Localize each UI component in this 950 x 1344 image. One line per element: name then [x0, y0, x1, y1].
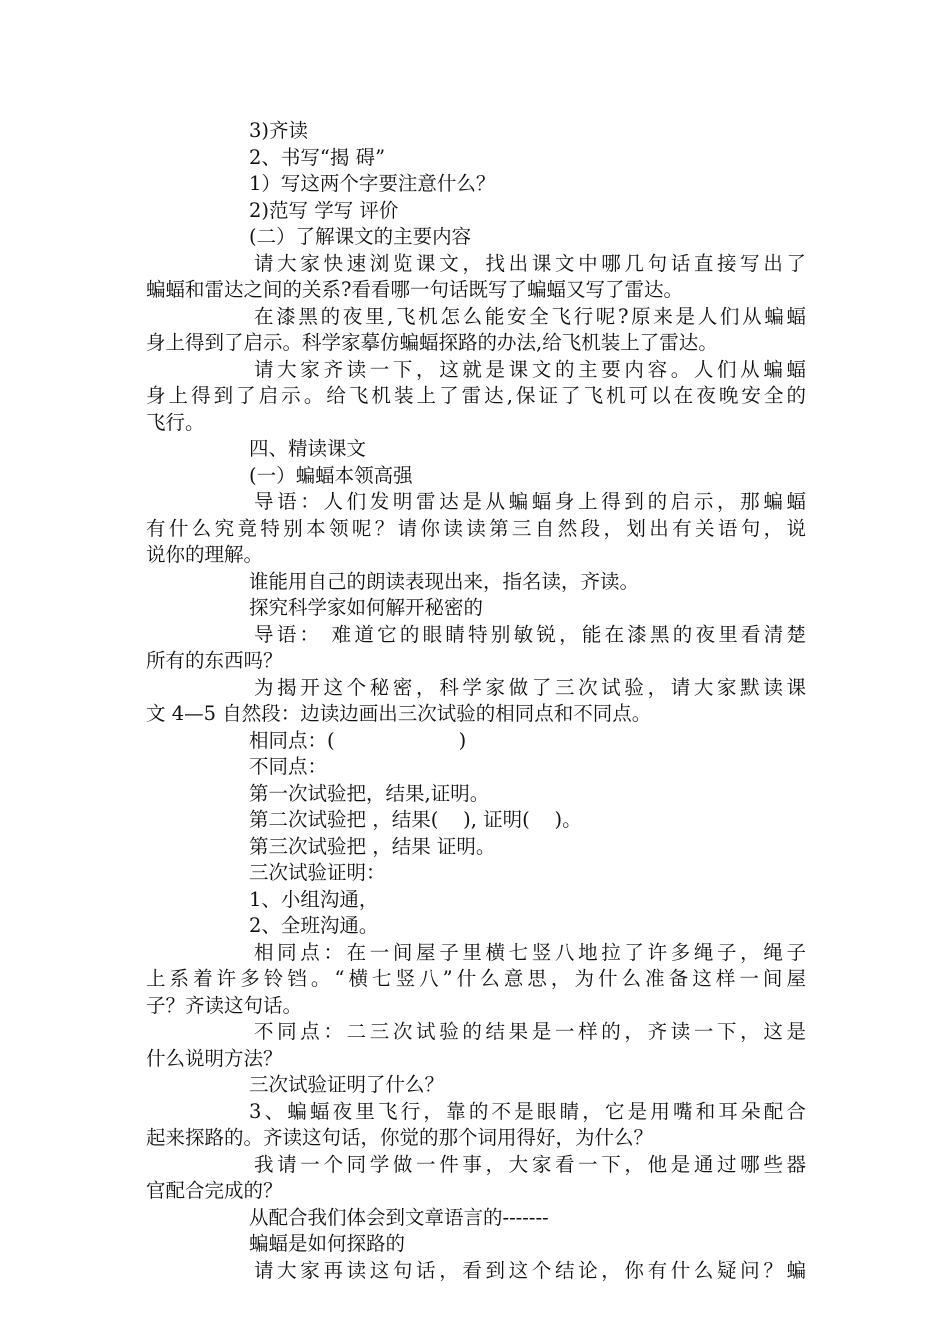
- text-line: 三次试验证明：: [249, 861, 386, 884]
- text-line: 请大家再读这句话，看到这个结论，你有什么疑问？蝙: [254, 1258, 806, 1282]
- text-line: 不同点：: [249, 755, 328, 778]
- text-line: 第三次试验把 ，结果 证明。: [249, 834, 496, 858]
- text-line: 不同点：二三次试验的结果是一样的，齐读一下，这是: [254, 1020, 806, 1043]
- text-line: 从配合我们体会到文章语言的-------: [249, 1205, 549, 1229]
- text-line: 2)范写 学写 评价: [249, 198, 399, 222]
- text-line: 3)齐读: [249, 119, 309, 142]
- document-body: [146, 118, 806, 1284]
- text-line: (二）了解课文的主要内容: [249, 225, 472, 248]
- text-line: 导语：人们发明雷达是从蝙蝠身上得到的启示，那蝙蝠: [254, 490, 806, 513]
- text-line: 有什么究竟特别本领呢？请你读读第三自然段，划出有关语句，说: [146, 516, 806, 540]
- text-line: 探究科学家如何解开秘密的: [249, 596, 484, 619]
- text-line: 文 4—5 自然段：边读边画出三次试验的相同点和不同点。: [146, 702, 652, 725]
- text-line: 身上得到了启示。科学家摹仿蝙蝠探路的办法,给飞机装上了雷达。: [146, 331, 718, 354]
- text-line: 第二次试验把 ，结果( ), 证明( )。: [249, 808, 582, 831]
- text-line: 所有的东西吗？: [146, 649, 283, 672]
- text-line: 相同点：在一间屋子里横七竖八地拉了许多绳子，绳子: [254, 940, 806, 964]
- text-line: 导语： 难道它的眼睛特别敏锐，能在漆黑的夜里看清楚: [254, 622, 806, 646]
- text-line: 上系着许多铃铛。“横七竖八”什么意思，为什么准备这样一间屋: [146, 967, 806, 990]
- text-line: 身上得到了启示。给飞机装上了雷达,保证了飞机可以在夜晚安全的: [146, 384, 806, 407]
- text-line: 请大家快速浏览课文，找出课文中哪几句话直接写出了: [254, 251, 806, 275]
- text-line: 起来探路的。齐读这句话，你觉的那个词用得好，为什么？: [146, 1126, 654, 1149]
- text-line: 飞行。: [146, 410, 205, 434]
- text-line: 什么说明方法？: [146, 1046, 283, 1070]
- text-line: 第一次试验把，结果,证明。: [249, 781, 490, 805]
- text-line: 1、小组沟通，: [249, 887, 379, 911]
- text-line: 2、全班沟通。: [249, 914, 379, 937]
- text-line: 相同点：( ): [249, 728, 467, 752]
- text-line: 谁能用自己的朗读表现出来，指名读，齐读。: [249, 569, 640, 593]
- text-line: 三次试验证明了什么？: [249, 1073, 445, 1096]
- text-line: 官配合完成的？: [146, 1179, 283, 1202]
- text-line: 2、书写“揭 碍”: [249, 145, 386, 169]
- text-line: 子？齐读这句话。: [146, 993, 303, 1017]
- text-line: 我请一个同学做一件事，大家看一下，他是通过哪些器: [254, 1152, 806, 1176]
- text-line: 蝙蝠和雷达之间的关系?看看哪一句话既写了蝙蝠又写了雷达。: [146, 278, 683, 301]
- text-line: 3、蝙蝠夜里飞行，靠的不是眼睛，它是用嘴和耳朵配合: [249, 1099, 806, 1123]
- text-line: 为揭开这个秘密，科学家做了三次试验，请大家默读课: [254, 675, 806, 699]
- text-line: 在漆黑的夜里,飞机怎么能安全飞行呢?原来是人们从蝙蝠: [254, 304, 806, 328]
- text-line: 说你的理解。: [146, 543, 264, 566]
- subsection-heading: (一）蝙蝠本领高强: [249, 463, 413, 487]
- text-line: 1）写这两个字要注意什么？: [249, 172, 496, 195]
- text-line: 请大家齐读一下，这就是课文的主要内容。人们从蝙蝠: [254, 357, 806, 381]
- section-heading: 四、精读课文: [249, 437, 367, 460]
- text-line: 蝙蝠是如何探路的: [249, 1232, 406, 1255]
